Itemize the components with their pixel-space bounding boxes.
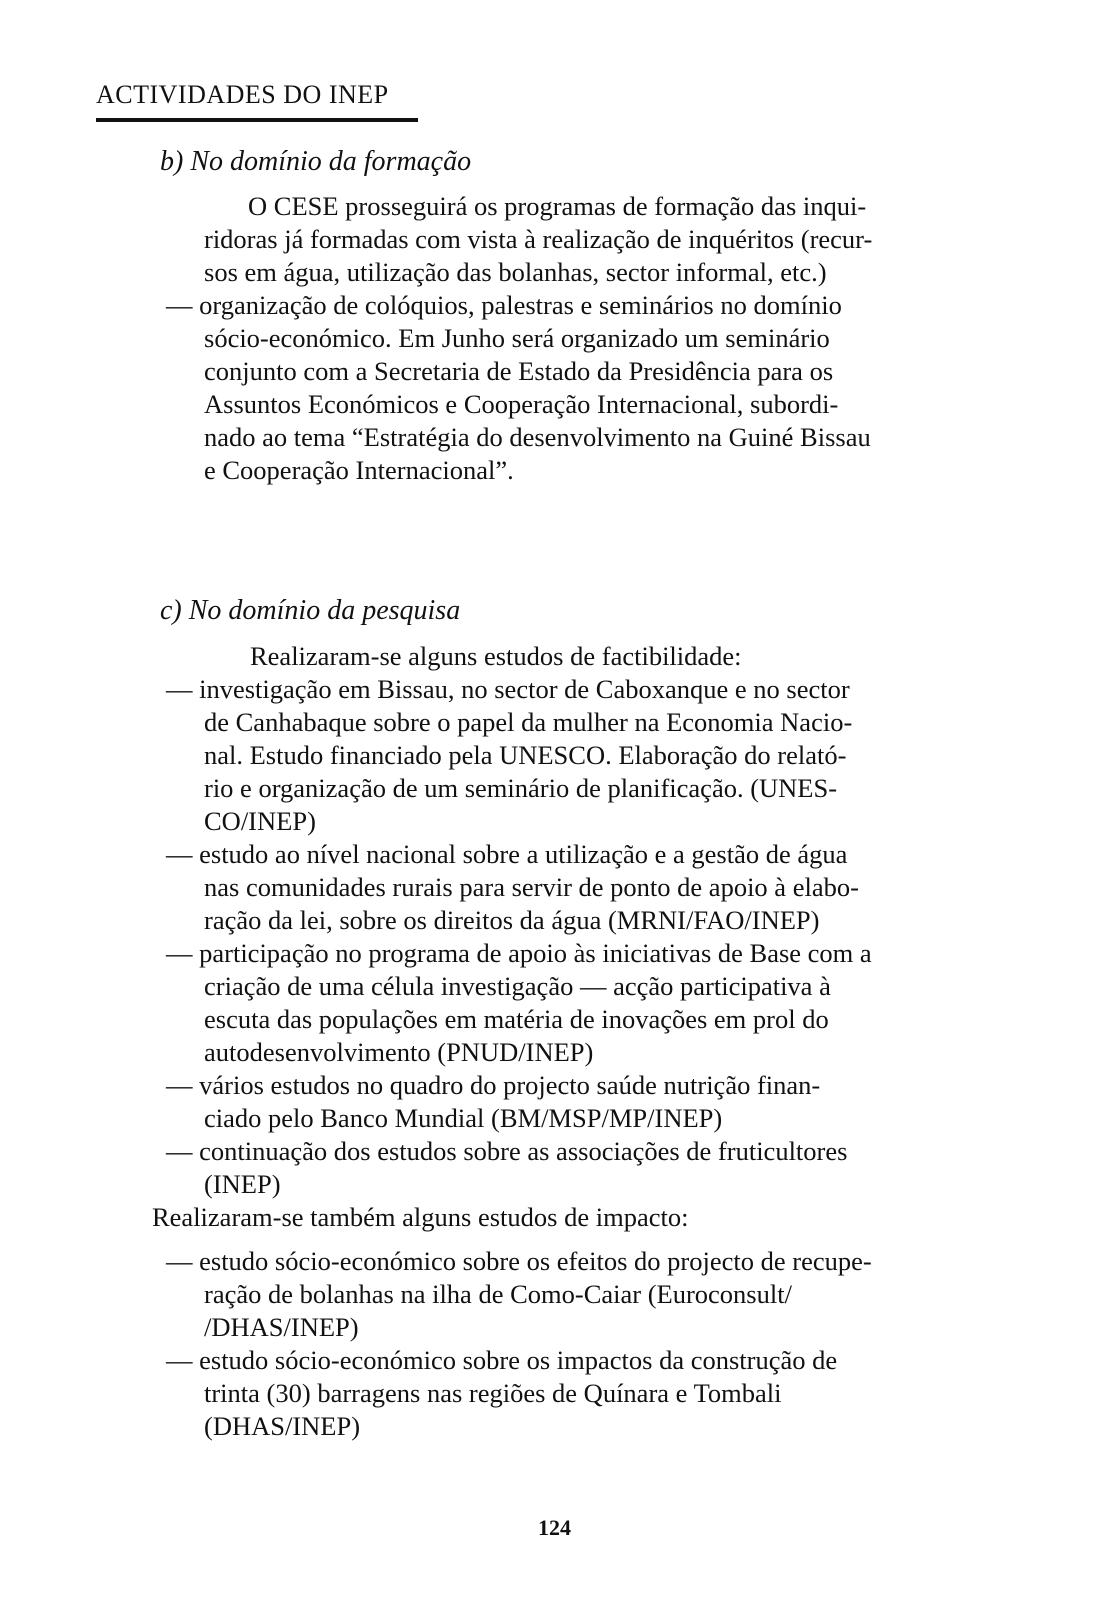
text-line: escuta das populações em matéria de inovações em prol do	[204, 1004, 829, 1034]
text-line: sócio-económico. Em Junho será organizado um seminário	[204, 323, 830, 353]
text-line: trinta (30) barragens nas regiões de Quínara e Tombali	[204, 1378, 782, 1408]
text-line: — estudo sócio-económico sobre os efeitos do projecto de recupe-	[166, 1246, 872, 1276]
text-line: e Cooperação Internacional”.	[204, 455, 514, 485]
text-line: — participação no programa de apoio às iniciativas de Base com a	[166, 938, 872, 968]
text-line: sos em água, utilização das bolanhas, sector informal, etc.)	[204, 257, 827, 287]
text-line: CO/INEP)	[204, 806, 316, 836]
text-line: — organização de colóquios, palestras e seminários no domínio	[166, 290, 842, 320]
text-line: Realizaram-se também alguns estudos de impacto:	[152, 1202, 689, 1232]
text-line: (INEP)	[204, 1169, 281, 1199]
text-line: de Canhabaque sobre o papel da mulher na Economia Nacio-	[204, 707, 853, 737]
section-heading-pesquisa: c) No domínio da pesquisa	[160, 595, 461, 626]
text-line: — continuação dos estudos sobre as associações de fruticultores	[166, 1136, 848, 1166]
text-line: ciado pelo Banco Mundial (BM/MSP/MP/INEP)	[204, 1103, 723, 1133]
text-line: ridoras já formadas com vista à realização de inquéritos (recur-	[204, 224, 873, 254]
text-line: nas comunidades rurais para servir de ponto de apoio à elabo-	[204, 872, 859, 902]
text-line: — investigação em Bissau, no sector de Caboxanque e no sector	[166, 674, 850, 704]
text-line: nado ao tema “Estratégia do desenvolvimento na Guiné Bissau	[204, 422, 871, 452]
text-line: nal. Estudo financiado pela UNESCO. Elaboração do relató-	[204, 740, 847, 770]
text-line: Assuntos Económicos e Cooperação Internacional, subordi-	[204, 389, 839, 419]
text-line: criação de uma célula investigação — acção participativa à	[204, 971, 831, 1001]
text-line: — estudo sócio-económico sobre os impactos da construção de	[166, 1345, 838, 1375]
text-line: ração de bolanhas na ilha de Como-Caiar (Euroconsult/	[204, 1279, 792, 1309]
text-line: (DHAS/INEP)	[204, 1411, 361, 1441]
text-line: /DHAS/INEP)	[204, 1312, 359, 1342]
page-number: 124	[538, 1515, 571, 1540]
running-head-rule	[96, 118, 418, 122]
text-line: conjunto com a Secretaria de Estado da Presidência para os	[204, 356, 834, 386]
text-line: — vários estudos no quadro do projecto saúde nutrição finan-	[166, 1070, 821, 1100]
text-line: — estudo ao nível nacional sobre a utilização e a gestão de água	[166, 839, 848, 869]
running-head: ACTIVIDADES DO INEP	[96, 80, 389, 109]
text-line: rio e organização de um seminário de planificação. (UNES-	[204, 773, 838, 803]
text-line: ração da lei, sobre os direitos da água (MRNI/FAO/INEP)	[204, 905, 820, 935]
text-line: autodesenvolvimento (PNUD/INEP)	[204, 1037, 594, 1067]
text-line: O CESE prosseguirá os programas de formação das inqui-	[248, 191, 867, 221]
text-line: Realizaram-se alguns estudos de factibilidade:	[250, 641, 742, 671]
section-heading-formacao: b) No domínio da formação	[160, 146, 472, 177]
